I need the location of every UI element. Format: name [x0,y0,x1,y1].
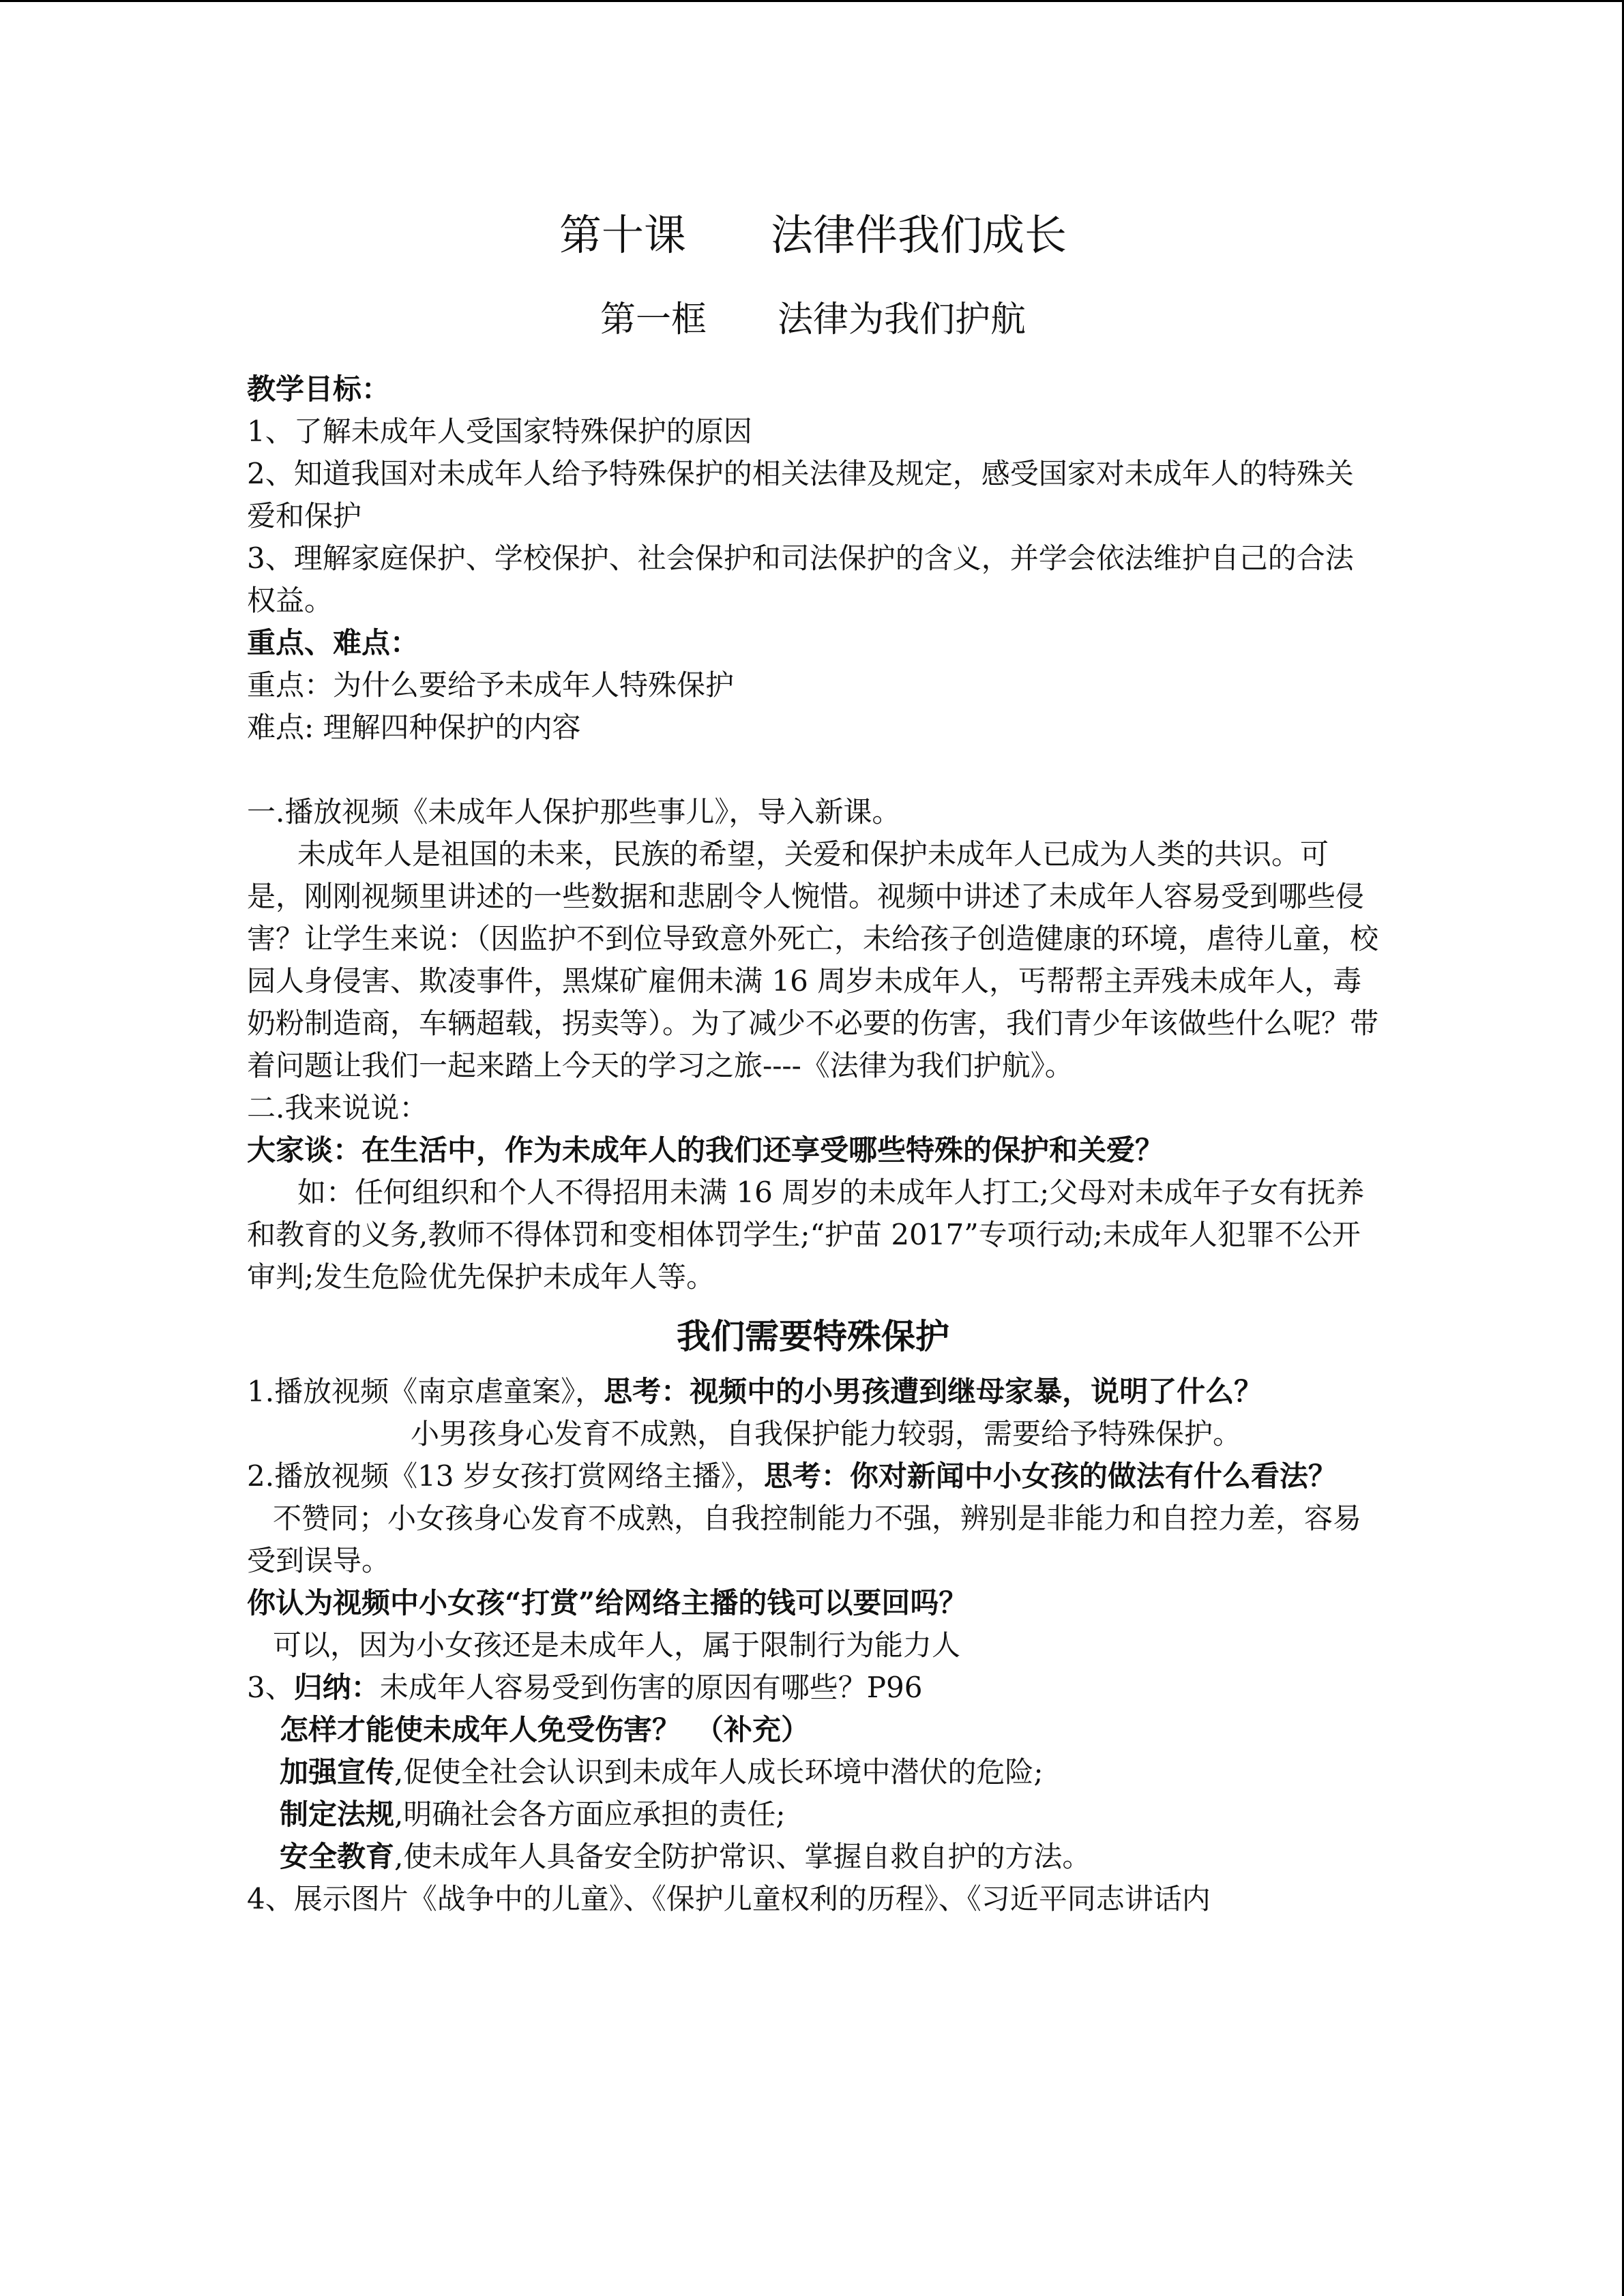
item2-followup: 你认为视频中小女孩“打赏”给网络主播的钱可以要回吗？ [247,1586,968,1620]
objectives-heading: 教学目标： [247,372,391,406]
lesson-title: 第十课 法律伴我们成长 [559,210,1067,260]
section1-paragraph: 未成年人是祖国的未来，民族的希望，关爱和保护未成年人已成为人类的共识。可是，刚刚视频里讲述的一些数据和悲剧令人惋惜。视频中讲述了未成年人容易受到哪些侵害？让学生来说：（因监护不到位导致意外死亡，未给孩子创造健康的环境，虐待儿童，校园人身侵害、欺凌事件，黑煤矿雇佣未满 16 周岁未成年人，丐帮帮主弄残未成年人，毒奶粉制造商，车辆超载，拐卖等）。为了减少不必要的伤害，我们青少年该做些什么呢？带着问题让我们一起来踏上今天的学习之旅----《法律为我们护航》。 [247,837,1379,1082]
document-body [247,368,1379,1920]
difficult-point: 难点: 理解四种保护的内容 [247,711,581,744]
item3-prefix: 3、 [247,1671,294,1704]
item3-label: 归纳： [293,1671,380,1704]
item2 [247,1455,1379,1497]
objective-1: 1、了解未成年人受国家特殊保护的原因 [247,415,752,448]
item1 [247,1371,1379,1413]
item3-question: 怎样才能使未成年人免受伤害？ （补充） [280,1713,810,1746]
measure-1-label: 加强宣传 [280,1755,395,1789]
lesson-subtitle: 第一框 法律为我们护航 [600,299,1026,340]
objective-3: 3、理解家庭保护、学校保护、社会保护和司法保护的含义，并学会依法维护自己的合法权益。 [247,541,1354,617]
item2-question: 思考：你对新闻中小女孩的做法有什么看法？ [763,1459,1337,1493]
measure-3 [247,1836,1379,1878]
item1-question: 思考：视频中的小男孩遭到继母家暴，说明了什么？ [604,1375,1263,1408]
measure-2-label: 制定法规 [280,1798,395,1831]
measure-2-text: ,明确社会各方面应承担的责任; [394,1798,786,1831]
section2-heading: 二.我来说说： [247,1091,428,1124]
item2-prefix: 2.播放视频《13 岁女孩打赏网络主播》， [247,1459,764,1493]
keypoints-heading: 重点、难点： [247,626,419,659]
section2-question: 大家谈：在生活中，作为未成年人的我们还享受哪些特殊的保护和关爱？ [247,1133,1164,1167]
item3-text: 未成年人容易受到伤害的原因有哪些？P96 [379,1671,923,1704]
measure-3-text: ,使未成年人具备安全防护常识、掌握自救自护的方法。 [394,1840,1091,1873]
measure-3-label: 安全教育 [280,1840,395,1873]
spacer [247,749,1379,791]
key-point: 重点：为什么要给予未成年人特殊保护 [247,668,735,702]
section3-heading: 我们需要特殊保护 [677,1316,949,1356]
item3 [247,1667,1379,1709]
item1-prefix: 1.播放视频《南京虐童案》， [247,1375,604,1408]
section1-heading: 一.播放视频《未成年人保护那些事儿》，导入新课。 [247,795,901,829]
item4: 4、展示图片《战争中的儿童》、《保护儿童权利的历程》、《习近平同志讲话内 [247,1882,1211,1915]
measure-2 [247,1793,1379,1836]
item1-answer: 小男孩身心发育不成熟，自我保护能力较弱，需要给予特殊保护。 [411,1417,1242,1450]
measure-1-text: ,促使全社会认识到未成年人成长环境中潜伏的危险; [394,1755,1044,1789]
section2-answer: 如：任何组织和个人不得招用未满 16 周岁的未成年人打工;父母对未成年子女有抚养和教育的义务,教师不得体罚和变相体罚学生;“护苗 2017”专项行动;未成年人犯罪不公开审判;发生危险优先保护未成年人等。 [247,1176,1365,1294]
item2-answer: 不赞同；小女孩身心发育不成熟，自我控制能力不强，辨别是非能力和自控力差，容易受到误导。 [247,1502,1362,1577]
objective-2: 2、知道我国对未成年人给予特殊保护的相关法律及规定，感受国家对未成年人的特殊关爱和保护 [247,457,1354,533]
measure-1 [247,1751,1379,1793]
item2-followup-answer: 可以，因为小女孩还是未成年人，属于限制行为能力人 [273,1628,961,1662]
